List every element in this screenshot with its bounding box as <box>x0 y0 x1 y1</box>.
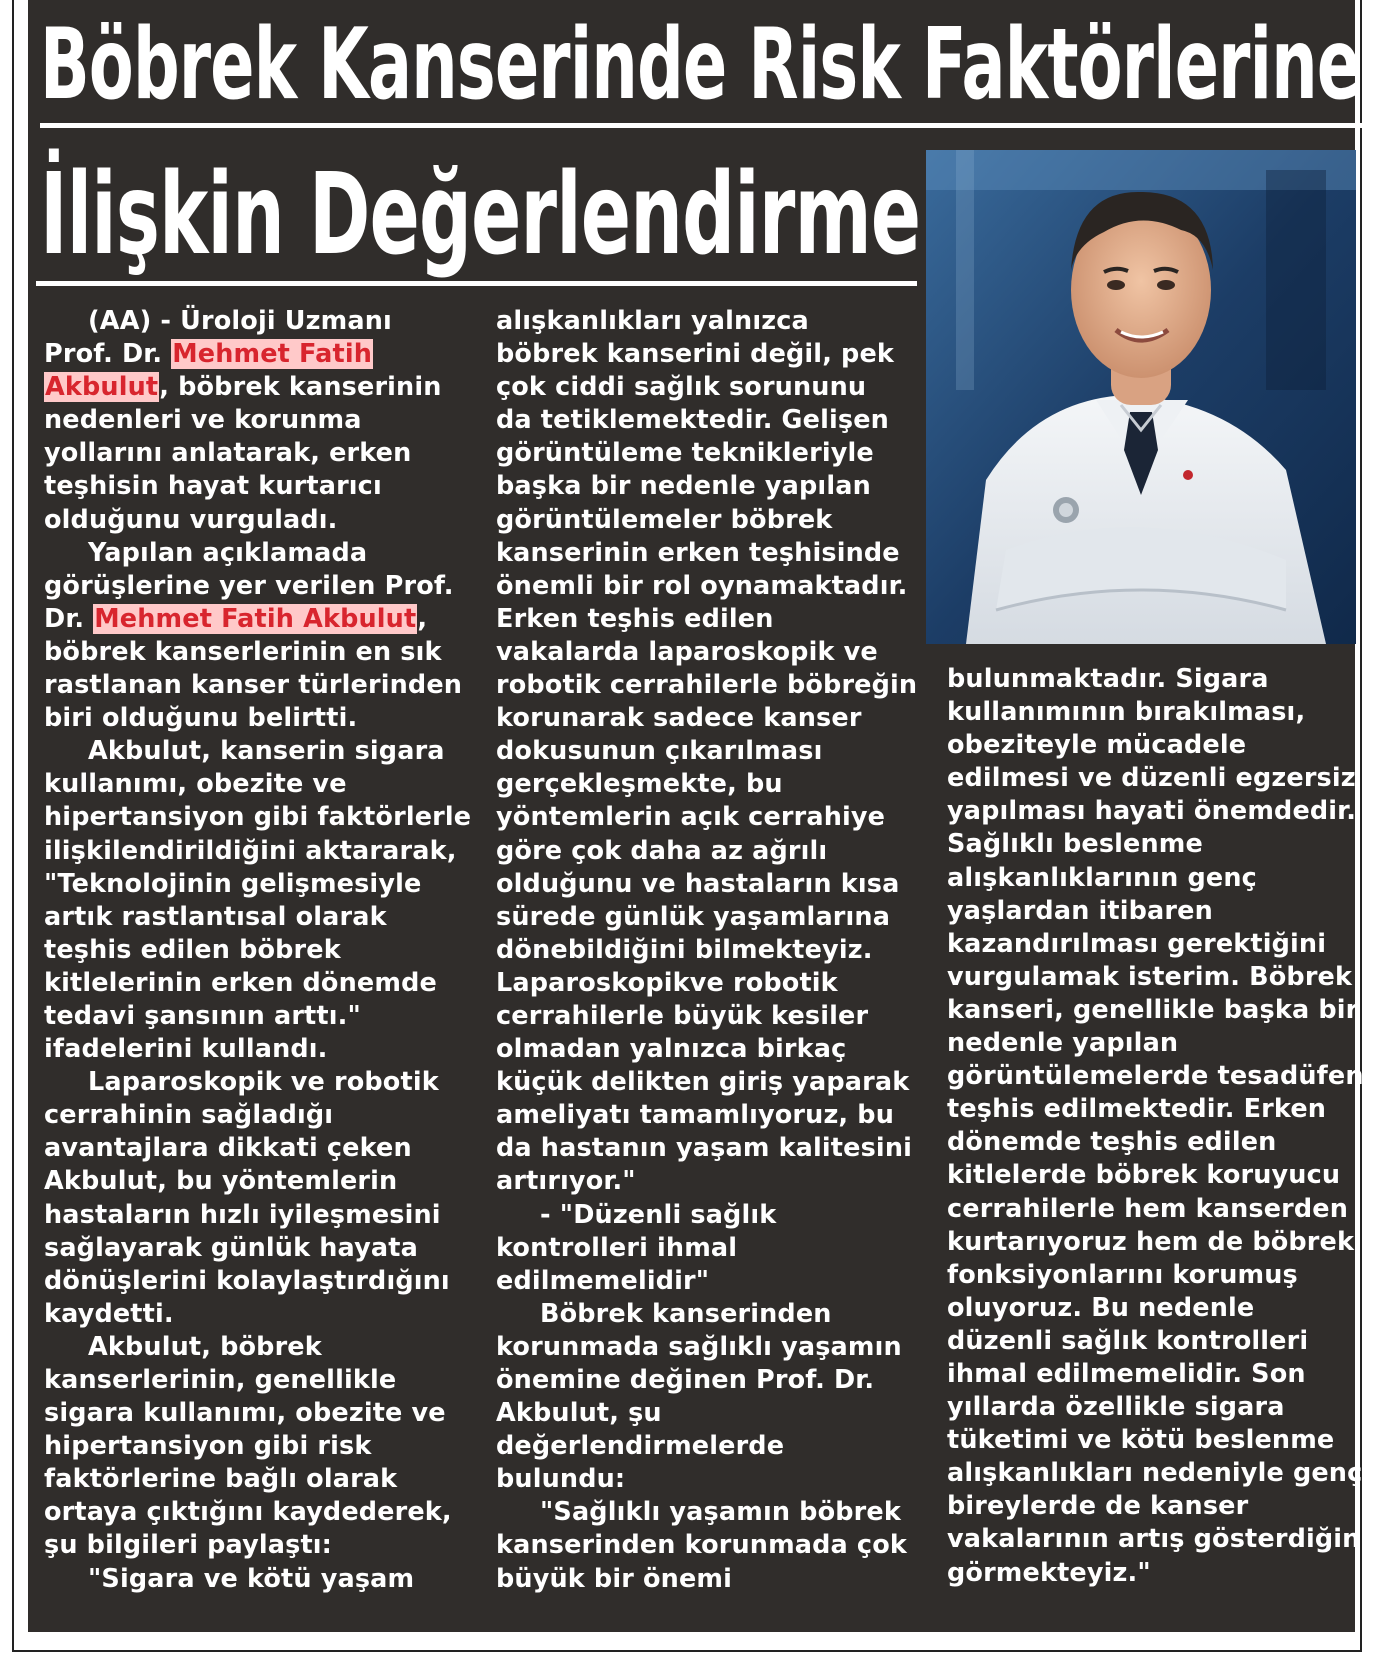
text-line: Prof. Dr. Mehmet Fatih <box>44 339 373 370</box>
text-line: Laparoskopikve robotik <box>496 967 838 998</box>
text-line: kitlelerde böbrek koruyucu <box>947 1160 1341 1191</box>
text-line: robotik cerrahilerle böbreğin <box>496 670 918 701</box>
text-line: obeziteyle mücadele <box>947 730 1247 761</box>
text-line: "Sigara ve kötü yaşam <box>88 1563 415 1594</box>
text-line: görüşlerine yer verilen Prof. <box>44 570 454 601</box>
text-line: teşhis edilmektedir. Erken <box>947 1094 1327 1125</box>
text-line: olmadan yalnızca birkaç <box>496 1034 847 1065</box>
text-line: yaşlardan itibaren <box>947 895 1213 926</box>
text-line: kurtarıyoruz hem de böbrek <box>947 1226 1355 1257</box>
text-line: bulundu: <box>496 1464 626 1495</box>
text-line: Sağlıklı beslenme <box>947 829 1203 860</box>
text-line: kitlelerinin erken dönemde <box>44 967 437 998</box>
text-line: "Sağlıklı yaşamın böbrek <box>540 1497 901 1528</box>
text-line: görüntülemelerde tesadüfen <box>947 1061 1364 1092</box>
text-line: da tetiklemektedir. Gelişen <box>496 405 889 436</box>
text-line: cerrahilerle büyük kesiler <box>496 1000 869 1031</box>
text-line: olduğunu ve hastaların kısa <box>496 868 900 899</box>
text-line: bireylerde de kanser <box>947 1491 1249 1522</box>
text-line: ihmal edilmemelidir. Son <box>947 1358 1306 1389</box>
text-line: dokusunun çıkarılması <box>496 736 823 767</box>
article-column-1 <box>44 305 474 1596</box>
text-line: nedenleri ve korunma <box>44 405 362 436</box>
text-line: oluyoruz. Bu nedenle <box>947 1292 1255 1323</box>
text-line: Böbrek kanserinden <box>540 1298 832 1329</box>
text-line: şu bilgileri paylaştı: <box>44 1530 333 1561</box>
text-line: böbrek kanserini değil, pek <box>496 339 895 370</box>
text-line: korunarak sadece kanser <box>496 703 862 734</box>
text-line: yıllarda özellikle sigara <box>947 1392 1285 1423</box>
text-line: düzenli sağlık kontrolleri <box>947 1325 1309 1356</box>
text-line: kanserinin erken teşhisinde <box>496 537 900 568</box>
text-line: artırıyor." <box>496 1166 636 1197</box>
text-line: ifadelerini kullandı. <box>44 1034 328 1065</box>
text-line: görmekteyiz." <box>947 1557 1151 1588</box>
text-line: sigara kullanımı, obezite ve <box>44 1398 446 1429</box>
text-line: ortaya çıktığını kaydederek, <box>44 1497 452 1528</box>
text-line: gerçekleşmekte, bu <box>496 769 783 800</box>
text-line: vurgulamak isterim. Böbrek <box>947 961 1353 992</box>
text-line: alışkanlıkları yalnızca <box>496 306 809 336</box>
subheading-line: kontrolleri ihmal <box>496 1232 738 1263</box>
text-line: dönemde teşhis edilen <box>947 1127 1277 1158</box>
text-line: Akbulut, böbrek <box>88 1331 322 1362</box>
subheading-line: - "Düzenli sağlık <box>540 1199 777 1230</box>
text-line: cerrahinin sağladığı <box>44 1100 334 1131</box>
text-line: Akbulut, şu <box>496 1398 662 1429</box>
text-line: biri olduğunu belirtti. <box>44 703 358 734</box>
headline-rule-top <box>40 123 1362 128</box>
text-line: nedenle yapılan <box>947 1028 1179 1059</box>
text-line: teşhis edilen böbrek <box>44 934 341 965</box>
headline-rule-bottom <box>36 281 917 286</box>
text-line: sürede günlük yaşamlarına <box>496 901 891 932</box>
text-line: vakalarda laparoskopik ve <box>496 636 878 667</box>
text-line: olduğunu vurguladı. <box>44 504 338 535</box>
text-line: Erken teşhis edilen <box>496 603 774 634</box>
text-line: yollarını anlatarak, erken <box>44 438 412 469</box>
text-line: Yapılan açıklamada <box>88 537 368 568</box>
text-line: rastlanan kanser türlerinden <box>44 670 463 701</box>
text-line: böbrek kanserlerinin en sık <box>44 636 442 667</box>
text-line: kullanımının bırakılması, <box>947 697 1306 728</box>
text-line: kazandırılması gerektiğini <box>947 928 1327 959</box>
text-line: yöntemlerin açık cerrahiye <box>496 802 886 833</box>
text-line: dönebildiğini bilmekteyiz. <box>496 934 873 965</box>
text-line: değerlendirmelerde <box>496 1431 785 1462</box>
subheading-line: edilmemelidir" <box>496 1265 710 1296</box>
article-column-3 <box>947 663 1370 1590</box>
name-highlight: Mehmet Fatih Akbulut <box>94 603 417 634</box>
article-column-2 <box>496 305 926 1596</box>
text-line: kullanımı, obezite ve <box>44 769 347 800</box>
text-line: kanserlerinin, genellikle <box>44 1365 397 1395</box>
text-line: hipertansiyon gibi risk <box>44 1431 372 1462</box>
text-line: Dr. Mehmet Fatih Akbulut, <box>44 603 428 634</box>
text-line: Akbulut, bu yöntemlerin <box>44 1166 398 1197</box>
text-line: cerrahilerle hem kanserden <box>947 1193 1349 1224</box>
doctor-photo <box>926 150 1356 644</box>
text-line: kanserinden korunmada çok <box>496 1530 907 1561</box>
portrait-illustration <box>926 150 1356 644</box>
headline-line-1: Böbrek Kanserinde Risk Faktörlerine <box>40 8 1361 122</box>
text-line: artık rastlantısal olarak <box>44 901 387 932</box>
text-line: edilmesi ve düzenli egzersiz <box>947 763 1356 794</box>
text-line: kanseri, genellikle başka bir <box>947 994 1359 1025</box>
text-line: ameliyatı tamamlıyoruz, bu <box>496 1100 895 1131</box>
text-line: çok ciddi sağlık sorununu <box>496 372 867 403</box>
text-line: büyük bir önemi <box>496 1563 732 1594</box>
text-line: tedavi şansının arttı." <box>44 1000 361 1031</box>
text-line: da hastanın yaşam kalitesini <box>496 1133 913 1164</box>
name-highlight: Akbulut <box>45 372 159 403</box>
text-line: görüntüleme teknikleriyle <box>496 438 874 469</box>
text-line: alışkanlıklarının genç <box>947 862 1257 893</box>
text-line: başka bir nedenle yapılan <box>496 471 871 502</box>
text-line: Akbulut, böbrek kanserinin <box>45 372 442 403</box>
text-line: kaydetti. <box>44 1298 174 1329</box>
text-line: bulunmaktadır. Sigara <box>947 664 1269 694</box>
text-line: önemli bir rol oynamaktadır. <box>496 570 908 601</box>
text-line: (AA) - Üroloji Uzmanı <box>88 306 392 336</box>
text-line: Akbulut, kanserin sigara <box>88 736 445 767</box>
text-line: Laparoskopik ve robotik <box>88 1067 439 1098</box>
text-line: dönüşlerini kolaylaştırdığını <box>44 1265 450 1296</box>
text-line: fonksiyonlarını korumuş <box>947 1259 1298 1290</box>
text-line: teşhisin hayat kurtarıcı <box>44 471 382 502</box>
text-line: küçük delikten giriş yaparak <box>496 1067 910 1098</box>
text-line: hastaların hızlı iyileşmesini <box>44 1199 441 1230</box>
text-line: ilişkilendirildiğini aktararak, <box>44 835 457 866</box>
text-line: önemine değinen Prof. Dr. <box>496 1365 875 1395</box>
text-line: vakalarının artış gösterdiğini <box>947 1524 1370 1555</box>
text-line: hipertansiyon gibi faktörlerle <box>44 802 472 833</box>
text-line: avantajlara dikkati çeken <box>44 1133 412 1164</box>
name-highlight: Mehmet Fatih <box>172 339 373 370</box>
text-line: korunmada sağlıklı yaşamın <box>496 1331 902 1362</box>
text-line: alışkanlıkları nedeniyle genç <box>947 1458 1363 1489</box>
text-line: göre çok daha az ağrılı <box>496 835 828 866</box>
text-line: faktörlerine bağlı olarak <box>44 1464 398 1495</box>
text-line: tüketimi ve kötü beslenme <box>947 1425 1335 1456</box>
text-line: sağlayarak günlük hayata <box>44 1232 418 1263</box>
text-line: yapılması hayati önemdedir. <box>947 796 1357 827</box>
headline-line-2: İlişkin Değerlendirme <box>40 150 921 280</box>
text-line: "Teknolojinin gelişmesiyle <box>44 868 422 899</box>
text-line: görüntülemeler böbrek <box>496 504 833 535</box>
